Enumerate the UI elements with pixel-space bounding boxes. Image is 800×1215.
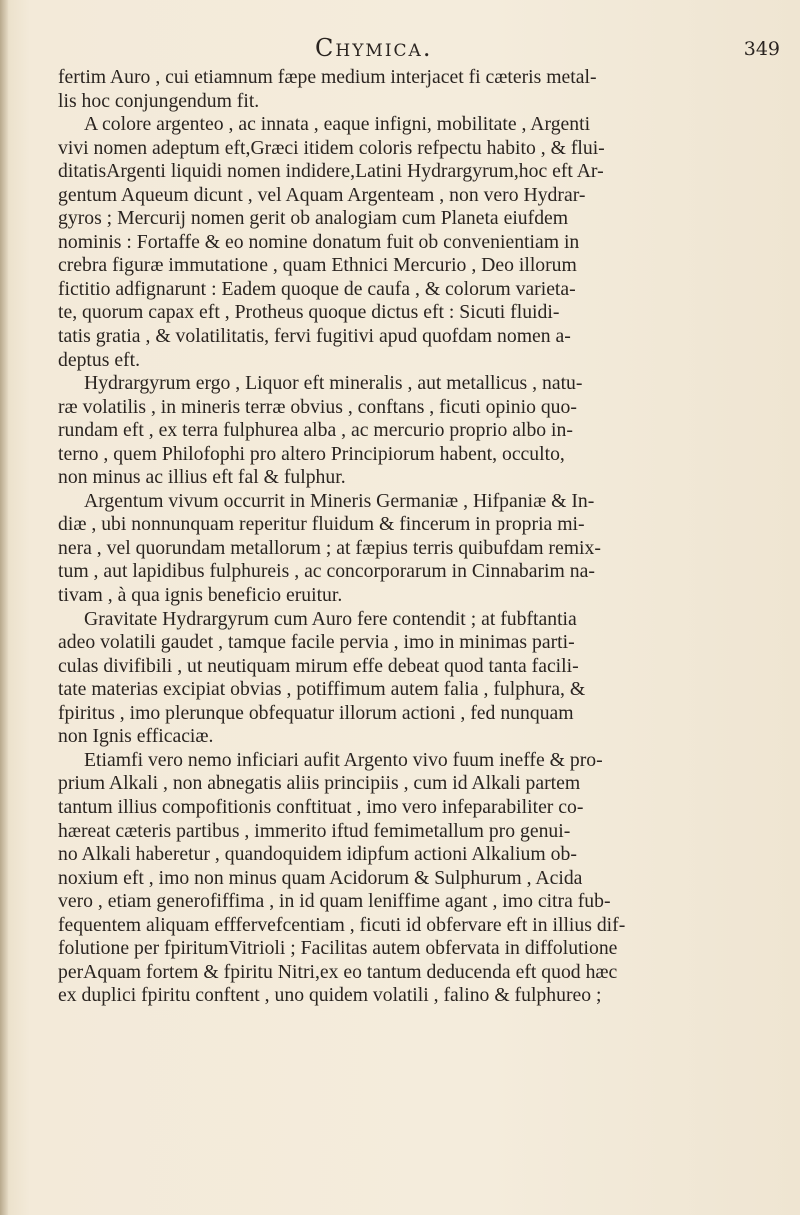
text-line: culas divifibili , ut neutiquam mirum effe debeat quod tanta facili- bbox=[58, 654, 579, 677]
text-line: fequentem aliquam efffervefcentiam , ficuti id obfervare eft in illius dif- bbox=[58, 913, 626, 936]
text-line: adeo volatili gaudet , tamque facile pervia , imo in minimas parti- bbox=[58, 631, 575, 654]
page-number: 349 bbox=[743, 38, 780, 60]
text-line: ditatisArgenti liquidi nomen indidere,Latini Hydrargyrum,hoc eft Ar- bbox=[58, 160, 604, 183]
text-line: Hydrargyrum ergo , Liquor eft mineralis , aut metallicus , natu- bbox=[84, 372, 583, 395]
text-line: lis hoc conjungendum fit. bbox=[58, 89, 260, 112]
text-line: noxium eft , imo non minus quam Acidorum & Sulphurum , Acida bbox=[58, 866, 583, 889]
text-line: Etiamfi vero nemo inficiari aufit Argento vivo fuum ineffe & pro- bbox=[84, 748, 603, 771]
text-line: perAquam fortem & fpiritu Nitri,ex eo tantum deducenda eft quod hæc bbox=[58, 960, 618, 983]
text-line: vivi nomen adeptum eft,Græci itidem coloris refpectu habito , & flui- bbox=[58, 136, 605, 159]
text-line: te, quorum capax eft , Protheus quoque dictus eft : Sicuti fluidi- bbox=[58, 301, 560, 324]
text-line: Argentum vivum occurrit in Mineris Germaniæ , Hifpaniæ & In- bbox=[84, 489, 595, 512]
text-line: prium Alkali , non abnegatis aliis principiis , cum id Alkali partem bbox=[58, 772, 581, 795]
page-header bbox=[300, 34, 780, 64]
running-head: Chymica. bbox=[315, 34, 433, 62]
text-line: vero , etiam generofiffima , in id quam leniffime agant , imo citra fub- bbox=[58, 890, 611, 913]
text-line: tatis gratia , & volatilitatis, fervi fugitivi apud quofdam nomen a- bbox=[58, 325, 571, 348]
text-line: diæ , ubi nonnunquam reperitur fluidum & fincerum in propria mi- bbox=[58, 513, 585, 536]
text-line: gentum Aqueum dicunt , vel Aquam Argenteam , non vero Hydrar- bbox=[58, 183, 586, 206]
text-line: tantum illius compofitionis conftituat , imo vero infeparabiliter co- bbox=[58, 795, 584, 818]
text-line: Gravitate Hydrargyrum cum Auro fere contendit ; at fubftantia bbox=[84, 607, 577, 630]
text-line: rundam eft , ex terra fulphurea alba , ac mercurio proprio albo in- bbox=[58, 419, 573, 442]
body-text bbox=[58, 66, 770, 1008]
text-line: tate materias excipiat obvias , potiffimum autem falia , fulphura, & bbox=[58, 678, 586, 701]
text-line: folutione per fpiritumVitrioli ; Facilitas autem obfervata in diffolutione bbox=[58, 937, 618, 960]
text-line: terno , quem Philofophi pro altero Principiorum habent, occulto, bbox=[58, 442, 565, 465]
page-gutter bbox=[0, 0, 8, 1215]
text-line: nera , vel quorundam metallorum ; at fæpius terris quibufdam remix- bbox=[58, 536, 601, 559]
text-line: gyros ; Mercurij nomen gerit ob analogiam cum Planeta eiufdem bbox=[58, 207, 569, 230]
text-line: no Alkali haberetur , quandoquidem idipfum actioni Alkalium ob- bbox=[58, 843, 577, 866]
text-line: nominis : Fortaffe & eo nomine donatum fuit ob convenientiam in bbox=[58, 230, 580, 253]
text-line: non minus ac illius eft fal & fulphur. bbox=[58, 466, 346, 489]
text-line: fpiritus , imo plerunque obfequatur illorum actioni , fed nunquam bbox=[58, 701, 574, 724]
text-line: hæreat cæteris partibus , immerito iftud femimetallum pro genui- bbox=[58, 819, 571, 842]
text-line: crebra figuræ immutatione , quam Ethnici Mercurio , Deo illorum bbox=[58, 254, 577, 277]
text-line: A colore argenteo , ac innata , eaque infigni, mobilitate , Argenti bbox=[84, 113, 591, 136]
text-line: deptus eft. bbox=[58, 348, 141, 371]
text-line: fertim Auro , cui etiamnum fæpe medium interjacet fi cæteris metal- bbox=[58, 66, 597, 88]
text-line: tivam , à qua ignis beneficio eruitur. bbox=[58, 584, 343, 607]
text-line: ræ volatilis , in mineris terræ obvius , conftans , ficuti opinio quo- bbox=[58, 395, 577, 418]
text-line: non Ignis efficaciæ. bbox=[58, 725, 214, 748]
text-line: fictitio adfignarunt : Eadem quoque de caufa , & colorum varieta- bbox=[58, 277, 576, 300]
text-line: ex duplici fpiritu conftent , uno quidem volatili , falino & fulphureo ; bbox=[58, 984, 602, 1007]
text-line: tum , aut lapidibus fulphureis , ac concorporarum in Cinnabarim na- bbox=[58, 560, 595, 583]
